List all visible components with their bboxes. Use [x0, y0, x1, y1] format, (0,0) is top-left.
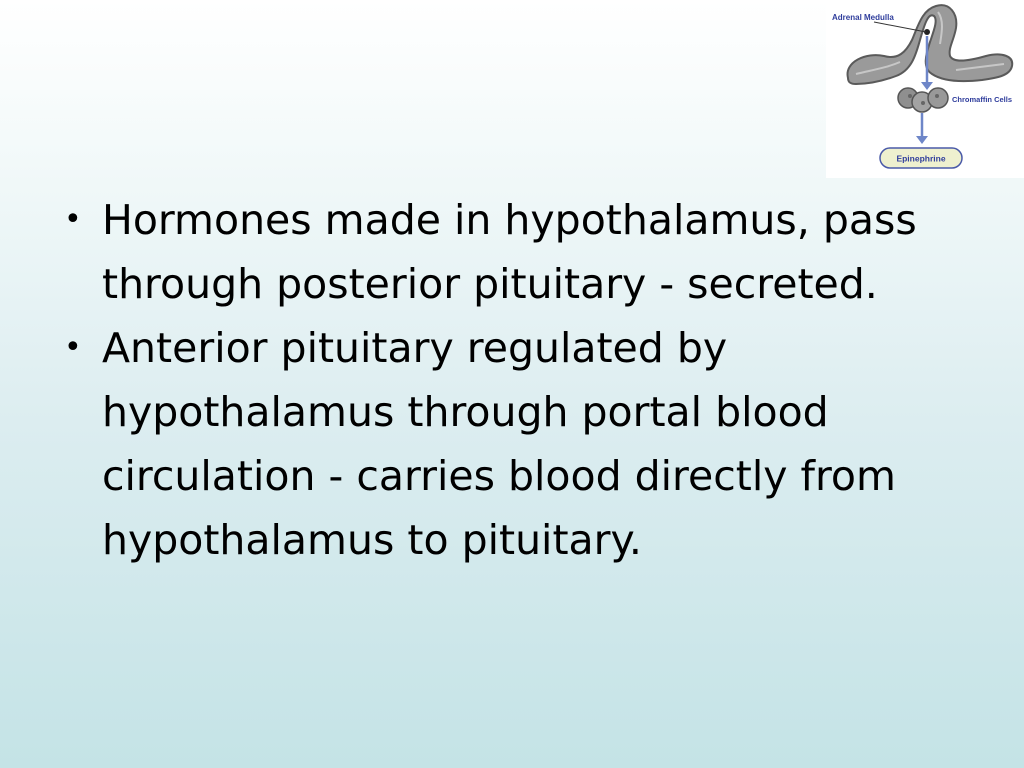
- cell-speckle: [908, 94, 912, 98]
- arrow-head-1: [921, 82, 933, 90]
- bullet-text: Hormones made in hypothalamus, pass through posterior pituitary - secreted.: [102, 196, 917, 308]
- bullet-marker: •: [64, 330, 82, 365]
- cell-speckle: [935, 94, 939, 98]
- bullet-item: [62, 316, 962, 572]
- bullet-list: [62, 188, 962, 572]
- adrenal-medulla-diagram: [826, 0, 1024, 178]
- bullet-marker: •: [64, 202, 82, 237]
- arrow-head-2: [916, 136, 928, 144]
- adrenal-medulla-label: Adrenal Medulla: [832, 13, 894, 22]
- diagram-svg: [826, 0, 1024, 178]
- bullet-item: [62, 188, 962, 316]
- chromaffin-cells-label: Chromaffin Cells: [952, 95, 1013, 104]
- chromaffin-cell-3: [928, 88, 948, 108]
- epinephrine-label: Epinephrine: [896, 153, 946, 164]
- cell-speckle: [921, 101, 925, 105]
- bullet-text: Anterior pituitary regulated by hypothalamus through portal blood circulation - carries blood directly from hypothalamus to pituitary.: [102, 324, 896, 564]
